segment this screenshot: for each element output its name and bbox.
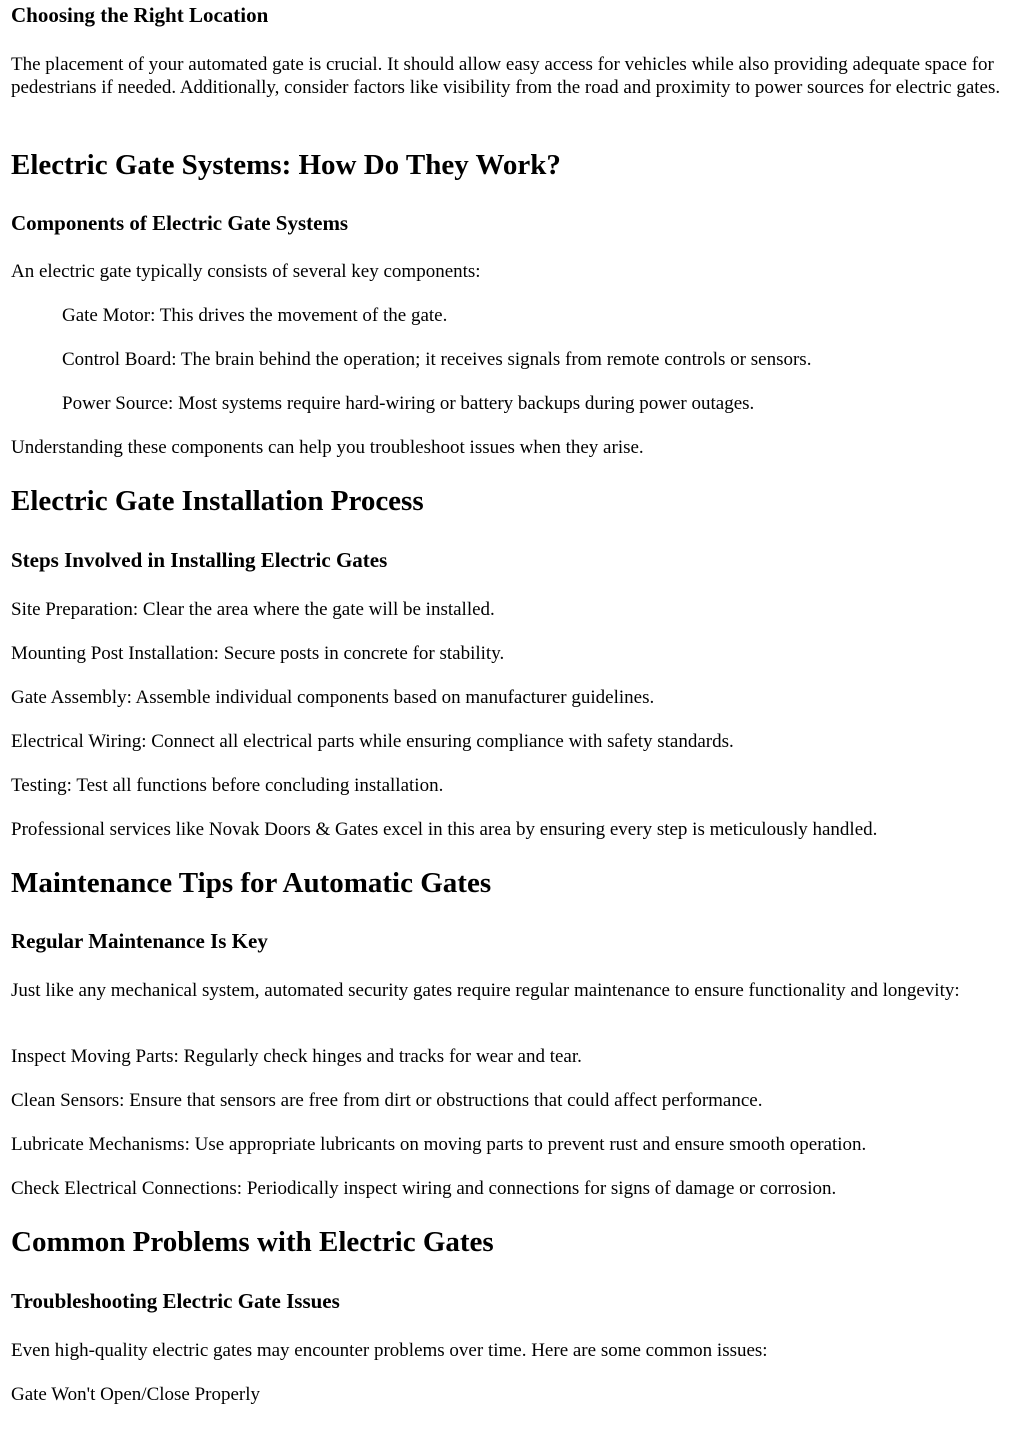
components-intro: An electric gate typically consists of several key components: xyxy=(11,261,481,282)
subheading-troubleshooting: Troubleshooting Electric Gate Issues xyxy=(11,1289,340,1313)
maintenance-intro: Just like any mechanical system, automated security gates require regular maintenance to ensure functionality and longevity: xyxy=(11,980,960,1001)
maintenance-tip: Inspect Moving Parts: Regularly check hinges and tracks for wear and tear. xyxy=(11,1046,582,1067)
problems-intro: Even high-quality electric gates may encounter problems over time. Here are some common issues: xyxy=(11,1340,768,1361)
installation-step: Electrical Wiring: Connect all electrical parts while ensuring compliance with safety standards. xyxy=(11,731,734,752)
installation-step: Mounting Post Installation: Secure posts in concrete for stability. xyxy=(11,643,505,664)
installation-outro: Professional services like Novak Doors & Gates excel in this area by ensuring every step is meticulously handled. xyxy=(11,819,878,840)
section-heading-problems: Common Problems with Electric Gates xyxy=(11,1226,494,1258)
component-item: Control Board: The brain behind the operation; it receives signals from remote controls or sensors. xyxy=(62,349,812,370)
subheading-components: Components of Electric Gate Systems xyxy=(11,211,349,235)
component-item: Gate Motor: This drives the movement of the gate. xyxy=(62,305,448,326)
section-heading-location: Choosing the Right Location xyxy=(11,3,269,27)
subheading-installation-steps: Steps Involved in Installing Electric Gates xyxy=(11,548,388,572)
problem-item: Gate Won't Open/Close Properly xyxy=(11,1384,261,1405)
maintenance-tip: Check Electrical Connections: Periodically inspect wiring and connections for signs of damage or corrosion. xyxy=(11,1178,837,1199)
installation-step: Gate Assembly: Assemble individual components based on manufacturer guidelines. xyxy=(11,687,655,708)
component-item: Power Source: Most systems require hard-wiring or battery backups during power outages. xyxy=(62,393,755,414)
maintenance-tip: Clean Sensors: Ensure that sensors are free from dirt or obstructions that could affect performance. xyxy=(11,1090,763,1111)
maintenance-tip: Lubricate Mechanisms: Use appropriate lubricants on moving parts to prevent rust and ensure smooth operation. xyxy=(11,1134,867,1155)
installation-step: Site Preparation: Clear the area where the gate will be installed. xyxy=(11,599,495,620)
installation-step: Testing: Test all functions before concluding installation. xyxy=(11,775,444,796)
components-outro: Understanding these components can help you troubleshoot issues when they arise. xyxy=(11,437,644,458)
location-paragraph: The placement of your automated gate is crucial. It should allow easy access for vehicles while also providing adequate space for pedestrians if needed. Additionally, consider factors like visibility from the road and proximity to power sources for electric gates. xyxy=(11,54,1001,98)
section-heading-how-work: Electric Gate Systems: How Do They Work? xyxy=(11,149,561,181)
section-heading-installation: Electric Gate Installation Process xyxy=(11,485,424,517)
section-heading-maintenance: Maintenance Tips for Automatic Gates xyxy=(11,867,492,899)
subheading-maintenance: Regular Maintenance Is Key xyxy=(11,929,268,953)
